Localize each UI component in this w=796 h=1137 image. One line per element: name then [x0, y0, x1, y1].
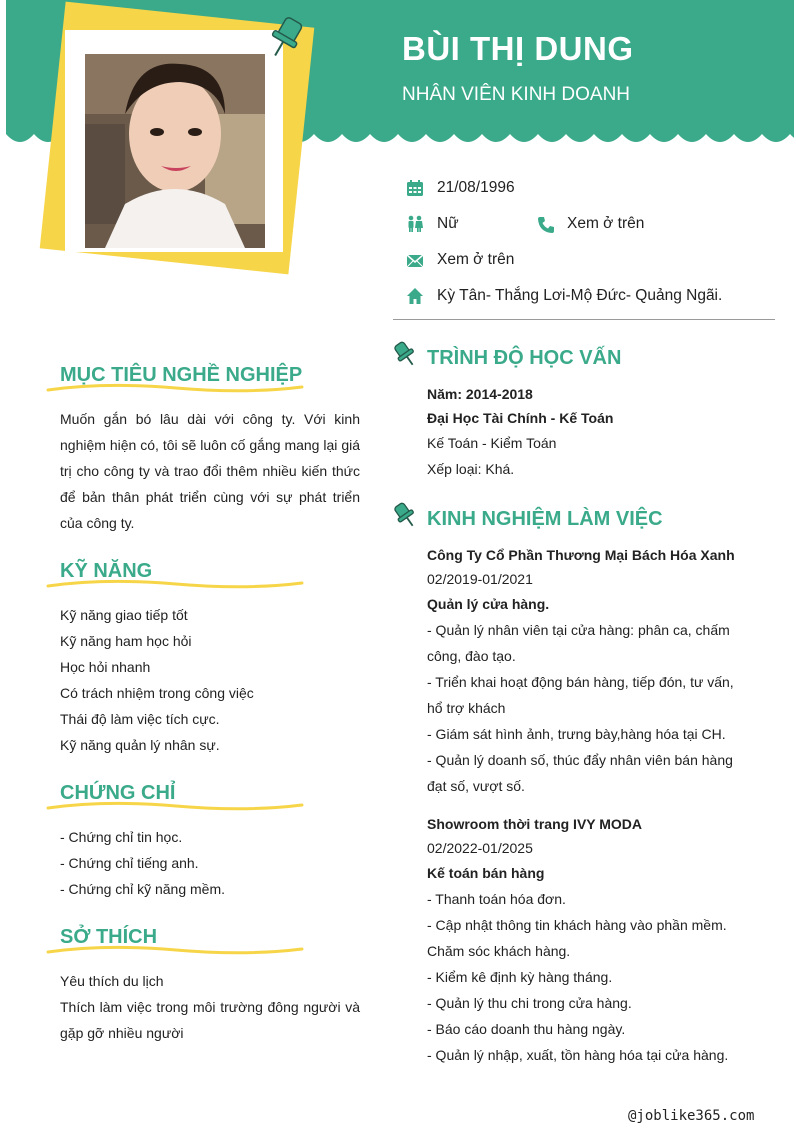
job-company: Công Ty Cổ Phần Thương Mại Bách Hóa Xanh: [427, 547, 735, 563]
certificates-list: [60, 824, 360, 902]
profile-photo: [85, 54, 265, 248]
job-entry: [427, 812, 745, 1068]
job-duty: - Quản lý nhập, xuất, tồn hàng hóa tại cửa hàng.: [427, 1047, 729, 1063]
gender-text: Nữ: [437, 215, 459, 232]
skill-item: Học hỏi nhanh: [60, 659, 151, 675]
education-major: Kế Toán - Kiểm Toán: [427, 435, 557, 451]
candidate-position: NHÂN VIÊN KINH DOANH: [402, 84, 631, 105]
job-duty: - Quản lý doanh số, thúc đẩy nhân viên bán hàng đạt số, vượt số.: [427, 752, 733, 794]
job-duty: - Quản lý nhân viên tại cửa hàng: phân ca, chấm công, đào tạo.: [427, 622, 730, 664]
pin-icon: [392, 501, 418, 529]
skill-item: Thái độ làm việc tích cực.: [60, 711, 220, 727]
career-goal-title: MỤC TIÊU NGHỀ NGHIỆP: [60, 364, 303, 386]
job-duty: - Báo cáo doanh thu hàng ngày.: [427, 1021, 626, 1037]
job-period: 02/2019-01/2021: [427, 571, 533, 587]
certificate-item: - Chứng chỉ tiếng anh.: [60, 855, 199, 871]
skill-item: Kỹ năng quản lý nhân sự.: [60, 737, 220, 753]
certificate-item: - Chứng chỉ tin học.: [60, 829, 183, 845]
birthday-text: 21/08/1996: [437, 179, 515, 196]
calendar-icon: [406, 179, 424, 197]
hobbies-underline: [46, 944, 304, 956]
education-grade: Xếp loại: Khá.: [427, 461, 515, 477]
contact-divider: [393, 319, 775, 320]
skill-item: Kỹ năng giao tiếp tốt: [60, 607, 188, 623]
hobby-item: Thích làm việc trong môi trường đông người và gặp gỡ nhiều người: [60, 999, 360, 1041]
experience-title: KINH NGHIỆM LÀM VIỆC: [427, 508, 663, 530]
home-icon: [406, 287, 424, 305]
education-year: Năm: 2014-2018: [427, 386, 533, 402]
certificates-title: CHỨNG CHỈ: [60, 782, 176, 804]
hobbies-list: [60, 968, 360, 1046]
skill-item: Có trách nhiệm trong công việc: [60, 685, 254, 701]
education-title: TRÌNH ĐỘ HỌC VẤN: [427, 347, 622, 369]
job-duty: - Triển khai hoạt động bán hàng, tiếp đón, tư vấn, hổ trợ khách: [427, 674, 734, 716]
job-duty: - Quản lý thu chi trong cửa hàng.: [427, 995, 632, 1011]
job-period: 02/2022-01/2025: [427, 840, 533, 856]
phone-icon: [537, 216, 555, 234]
skills-title: KỸ NĂNG: [60, 560, 153, 582]
career-goal-text: Muốn gắn bó lâu dài với công ty. Với kinh nghiệm hiện có, tôi sẽ luôn cố gắng mang lại giá trị cho công ty và trao đổi thêm nhiều kiến thức để bản thân phát triển cùng với sự phát triển của công ty.: [60, 411, 360, 531]
education-school: Đại Học Tài Chính - Kế Toán: [427, 410, 614, 426]
career-goal-underline: [46, 382, 304, 394]
skill-item: Kỹ năng ham học hỏi: [60, 633, 192, 649]
watermark: @joblike365.com: [628, 1108, 755, 1124]
certificate-item: - Chứng chỉ kỹ năng mềm.: [60, 881, 225, 897]
hobbies-title: SỞ THÍCH: [60, 926, 158, 948]
education-block: [427, 382, 767, 482]
email-text: Xem ở trên: [437, 251, 515, 268]
job-duty: - Giám sát hình ảnh, trưng bày,hàng hóa tại CH.: [427, 726, 726, 742]
skills-underline: [46, 578, 304, 590]
job-entry: [427, 543, 745, 799]
pin-icon: [265, 15, 309, 61]
job-duty: - Cập nhật thông tin khách hàng vào phần mềm. Chăm sóc khách hàng.: [427, 917, 727, 959]
hobby-item: Yêu thích du lịch: [60, 973, 164, 989]
candidate-name: BÙI THỊ DUNG: [402, 30, 634, 67]
job-duty: - Kiểm kê định kỳ hàng tháng.: [427, 969, 613, 985]
skills-list: [60, 602, 360, 758]
certificates-underline: [46, 800, 304, 812]
job-company: Showroom thời trang IVY MODA: [427, 816, 643, 832]
job-duty: - Thanh toán hóa đơn.: [427, 891, 566, 907]
mail-icon: [406, 252, 424, 270]
pin-icon: [392, 340, 418, 368]
address-text: Kỳ Tân- Thắng Lơi-Mộ Đức- Quảng Ngãi.: [437, 287, 723, 304]
phone-text: Xem ở trên: [567, 215, 645, 232]
job-role: Quản lý cửa hàng.: [427, 596, 550, 612]
gender-icon: [406, 215, 424, 233]
job-role: Kế toán bán hàng: [427, 865, 545, 881]
